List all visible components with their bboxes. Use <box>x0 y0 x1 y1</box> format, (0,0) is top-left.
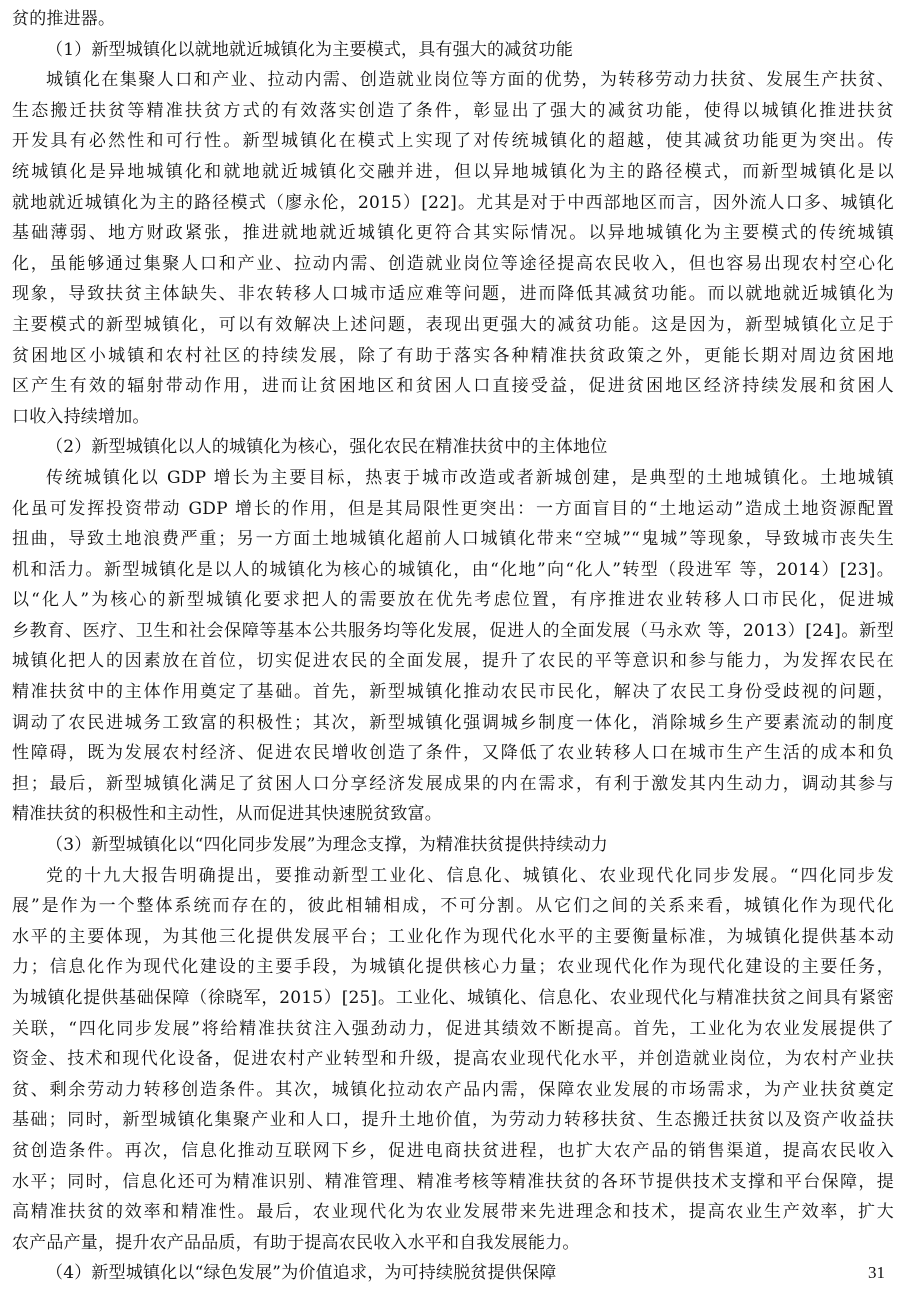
text-line: 力；信息化作为现代化建设的主要手段，为城镇化提供核心力量；农业现代化作为现代化建设的主要任务， <box>12 957 894 978</box>
text-line: 贫困地区小城镇和农村社区的持续发展，除了有助于落实各种精准扶贫政策之外，更能长期对周边贫困地 <box>12 345 894 366</box>
text-line: 乡教育、医疗、卫生和社会保障等基本公共服务均等化发展，促进人的全面发展（马永欢 等，2013）[24]。新型 <box>12 620 894 641</box>
text-line: 城镇化把人的因素放在首位，切实促进农民的全面发展，提升了农民的平等意识和参与能力，为发挥农民在 <box>12 651 894 672</box>
text-line: 水平的主要体现，为其他三化提供发展平台；工业化作为现代化水平的主要衡量标准，为城镇化提供基本动 <box>12 926 894 947</box>
text-line: 生态搬迁扶贫等精准扶贫方式的有效落实创造了条件，彰显出了强大的减贫功能，使得以城镇化推进扶贫 <box>12 100 894 121</box>
text-line: 调动了农民进城务工致富的积极性；其次，新型城镇化强调城乡制度一体化，消除城乡生产要素流动的制度 <box>12 712 894 733</box>
text-line: 党的十九大报告明确提出，要推动新型工业化、信息化、城镇化、农业现代化同步发展。“四化同步发 <box>46 865 894 886</box>
text-line: 高精准扶贫的效率和精准性。最后，农业现代化为农业发展带来先进理念和技术，提高农业生产效率，扩大 <box>12 1202 894 1223</box>
text-line: 担；最后，新型城镇化满足了贫困人口分享经济发展成果的内在需求，有利于激发其内生动力，调动其参与 <box>12 773 894 794</box>
section-heading: （3）新型城镇化以“四化同步发展”为理念支撑，为精准扶贫提供持续动力 <box>46 835 608 856</box>
text-line: 关联，“四化同步发展”将给精准扶贫注入强劲动力，促进其绩效不断提高。首先，工业化为农业发展提供了 <box>12 1018 894 1039</box>
text-line: 开发具有必然性和可行性。新型城镇化在模式上实现了对传统城镇化的超越，使其减贫功能更为突出。传 <box>12 131 894 152</box>
text-line: 机和活力。新型城镇化是以人的城镇化为核心的城镇化，由“化地”向“化人”转型（段进军 等，2014）[23]。 <box>12 559 894 580</box>
text-line: 贫创造条件。再次，信息化推动互联网下乡，促进电商扶贫进程，也扩大农产品的销售渠道，提高农民收入 <box>12 1140 894 1161</box>
text-line: 区产生有效的辐射带动作用，进而让贫困地区和贫困人口直接受益，促进贫困地区经济持续发展和贫困人 <box>12 376 894 397</box>
text-line: 农产品产量，提升农产品品质，有助于提高农民收入水平和自我发展能力。 <box>12 1232 580 1253</box>
text-line: 主要模式的新型城镇化，可以有效解决上述问题，表现出更强大的减贫功能。这是因为，新型城镇化立足于 <box>12 314 894 335</box>
text-line: 贫、剩余劳动力转移创造条件。其次，城镇化拉动农产品内需，保障农业发展的市场需求，为产业扶贫奠定 <box>12 1079 894 1100</box>
text-line: 以“化人”为核心的新型城镇化要求把人的需要放在优先考虑位置，有序推进农业转移人口市民化，促进城 <box>12 590 894 611</box>
section-heading: （4）新型城镇化以“绿色发展”为价值追求，为可持续脱贫提供保障 <box>46 1263 557 1284</box>
text-line: 为城镇化提供基础保障（徐晓军，2015）[25]。工业化、城镇化、信息化、农业现代化与精准扶贫之间具有紧密 <box>12 988 894 1008</box>
text-line: 基础；同时，新型城镇化集聚产业和人口，提升土地价值，为劳动力转移扶贫、生态搬迁扶贫以及资产收益扶 <box>12 1110 894 1131</box>
text-line: 口收入持续增加。 <box>12 406 150 427</box>
text-line: 传统城镇化以 GDP 增长为主要目标，热衷于城市改造或者新城创建，是典型的土地城镇化。土地城镇 <box>46 467 894 488</box>
text-line: 统城镇化是异地城镇化和就地就近城镇化交融并进，但以异地城镇化为主的路径模式，而新型城镇化是以 <box>12 161 894 182</box>
text-line: 性障碍，既为发展农村经济、促进农民增收创造了条件，又降低了农业转移人口在城市生产生活的成本和负 <box>12 743 894 764</box>
text-line: 现象，导致扶贫主体缺失、非农转移人口城市适应难等问题，进而降低其减贫功能。而以就地就近城镇化为 <box>12 284 894 305</box>
text-line: 资金、技术和现代化设备，促进农村产业转型和升级，提高农业现代化水平，并创造就业岗位，为农村产业扶 <box>12 1049 894 1070</box>
text-line: 贫的推进器。 <box>12 9 116 29</box>
text-line: 就地就近城镇化为主的路径模式（廖永伦，2015）[22]。尤其是对于中西部地区而言，因外流人口多、城镇化 <box>12 192 894 213</box>
page-number: 31 <box>868 1263 885 1282</box>
text-line: 展”是作为一个整体系统而存在的，彼此相辅相成，不可分割。从它们之间的关系来看，城镇化作为现代化 <box>12 896 894 917</box>
text-line: 基础薄弱、地方财政紧张，推进就地就近城镇化更符合其实际情况。以异地城镇化为主要模式的传统城镇 <box>12 223 894 244</box>
text-line: 精准扶贫的积极性和主动性，从而促进其快速脱贫致富。 <box>12 804 442 825</box>
article-body <box>12 4 894 1289</box>
text-line: 化，虽能够通过集聚人口和产业、拉动内需、创造就业岗位等途径提高农民收入，但也容易出现农村空心化 <box>12 253 894 274</box>
text-line: 城镇化在集聚人口和产业、拉动内需、创造就业岗位等方面的优势，为转移劳动力扶贫、发展生产扶贫、 <box>46 70 894 91</box>
text-line: 化虽可发挥投资带动 GDP 增长的作用，但是其局限性更突出：一方面盲目的“土地运动”造成土地资源配置 <box>12 498 894 519</box>
section-heading: （2）新型城镇化以人的城镇化为核心，强化农民在精准扶贫中的主体地位 <box>46 437 608 458</box>
text-line: 水平；同时，信息化还可为精准识别、精准管理、精准考核等精准扶贫的各环节提供技术支撑和平台保障，提 <box>12 1171 894 1192</box>
text-line: 扭曲，导致土地浪费严重；另一方面土地城镇化超前人口城镇化带来“空城”“鬼城”等现象，导致城市丧失生 <box>12 529 894 550</box>
section-heading: （1）新型城镇化以就地就近城镇化为主要模式，具有强大的减贫功能 <box>46 39 574 60</box>
text-line: 精准扶贫中的主体作用奠定了基础。首先，新型城镇化推动农民市民化，解决了农民工身份受歧视的问题， <box>12 682 894 703</box>
